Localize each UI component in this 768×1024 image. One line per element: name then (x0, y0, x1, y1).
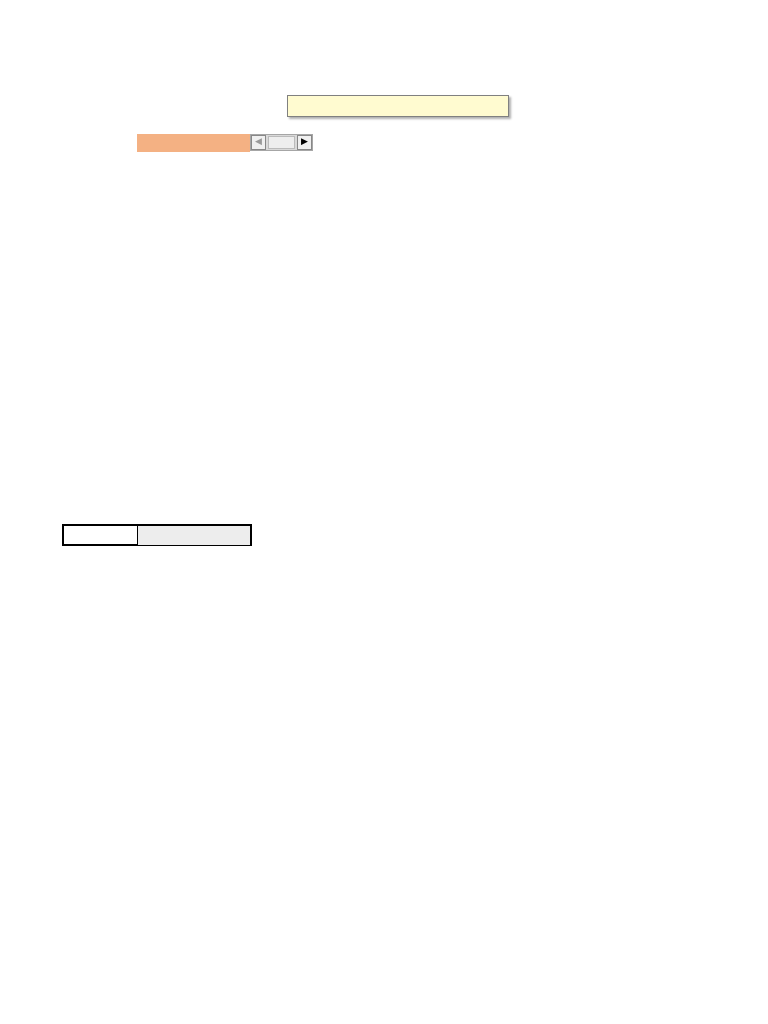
num-pds-input[interactable] (137, 134, 250, 152)
data-area-tooltip (287, 95, 509, 117)
next-period-value (137, 526, 250, 545)
periods-scrollbar[interactable] (250, 134, 313, 151)
scroll-right-arrow-icon[interactable]: ▶ (297, 135, 312, 150)
scrollbar-thumb[interactable] (268, 136, 295, 149)
next-period-label (64, 526, 137, 545)
scroll-left-arrow-icon[interactable]: ◀ (251, 135, 266, 150)
